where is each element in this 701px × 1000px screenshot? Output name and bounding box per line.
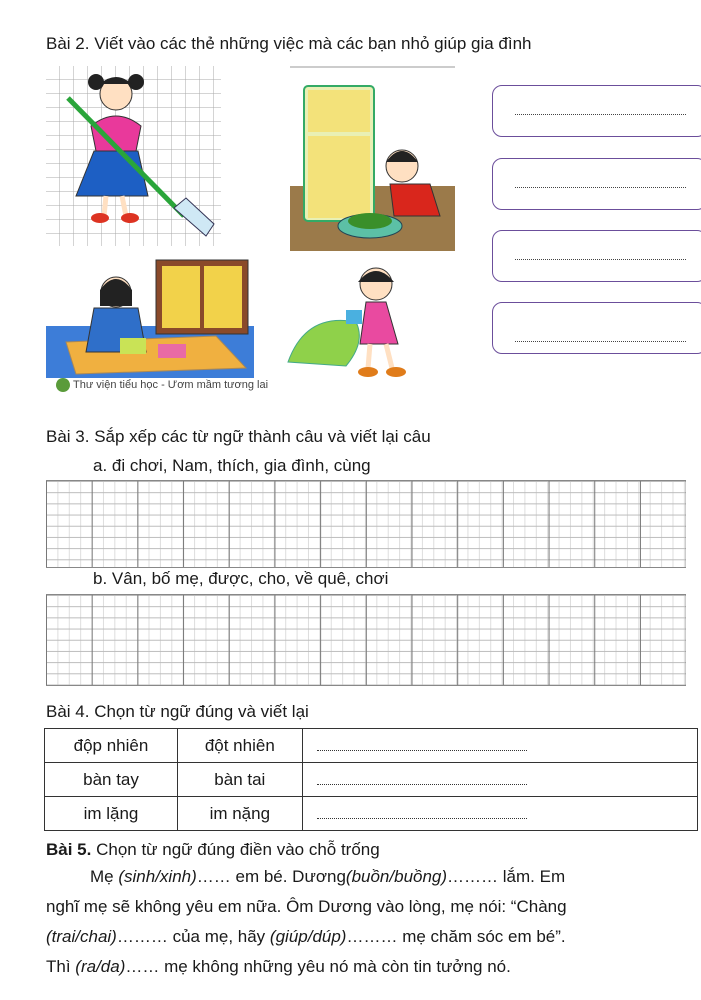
bai3-item-b: b. Vân, bố mẹ, được, cho, về quê, chơi bbox=[93, 569, 392, 589]
writing-grid-a[interactable] bbox=[46, 480, 686, 568]
writing-grid-b[interactable] bbox=[46, 594, 686, 686]
answer-card-4[interactable] bbox=[492, 302, 701, 354]
logo-icon bbox=[56, 378, 70, 392]
table-row bbox=[45, 729, 698, 763]
bai5-label: Bài 5. bbox=[46, 840, 92, 859]
word-option: bàn tay bbox=[45, 763, 178, 797]
bai3-title: Bài 3. Sắp xếp các từ ngữ thành câu và viết lại câu bbox=[46, 427, 431, 446]
bai2-title: Bài 2. Viết vào các thẻ những việc mà các bạn nhỏ giúp gia đình bbox=[46, 34, 532, 53]
word-option: im nặng bbox=[177, 797, 302, 831]
watering-plants-illustration bbox=[286, 262, 426, 380]
sweeping-girl-illustration bbox=[46, 66, 221, 246]
bai3-item-a: a. đi chơi, Nam, thích, gia đình, cùng bbox=[93, 456, 371, 475]
word-choice-table bbox=[44, 728, 698, 831]
bai5-paragraph bbox=[46, 862, 686, 982]
word-option: độp nhiên bbox=[45, 729, 178, 763]
paragraph-line-1: Mẹ (sinh/xinh)…… em bé. Dương(buồn/buồng)……… lắm. Em bbox=[90, 867, 566, 886]
answer-card-1[interactable] bbox=[492, 85, 701, 137]
credit-text: Thư viện tiểu học - Ươm mầm tương lai bbox=[73, 379, 269, 391]
answer-blank[interactable] bbox=[302, 729, 697, 763]
answer-card-2[interactable] bbox=[492, 158, 701, 210]
paragraph-line-4: Thì (ra/da)…… mẹ không những yêu nó mà còn tin tưởng nó. bbox=[46, 957, 511, 976]
table-row bbox=[45, 763, 698, 797]
bai5-instruction: Chọn từ ngữ đúng điền vào chỗ trống bbox=[91, 840, 380, 859]
answer-blank[interactable] bbox=[302, 763, 697, 797]
folding-clothes-illustration bbox=[46, 256, 254, 378]
paragraph-line-2: nghĩ mẹ sẽ không yêu em nữa. Ôm Dương vào lòng, mẹ nói: “Chàng bbox=[46, 897, 567, 916]
bai5-title bbox=[46, 840, 380, 860]
word-option: bàn tai bbox=[177, 763, 302, 797]
word-option: im lặng bbox=[45, 797, 178, 831]
paragraph-line-3: (trai/chai)……… của mẹ, hãy (giúp/dúp)……… mẹ chăm sóc em bé”. bbox=[46, 927, 566, 946]
answer-card-3[interactable] bbox=[492, 230, 701, 282]
table-row bbox=[45, 797, 698, 831]
washing-vegetables-illustration bbox=[290, 66, 455, 251]
word-option: đột nhiên bbox=[177, 729, 302, 763]
bai4-title: Bài 4. Chọn từ ngữ đúng và viết lại bbox=[46, 702, 309, 721]
answer-blank[interactable] bbox=[302, 797, 697, 831]
